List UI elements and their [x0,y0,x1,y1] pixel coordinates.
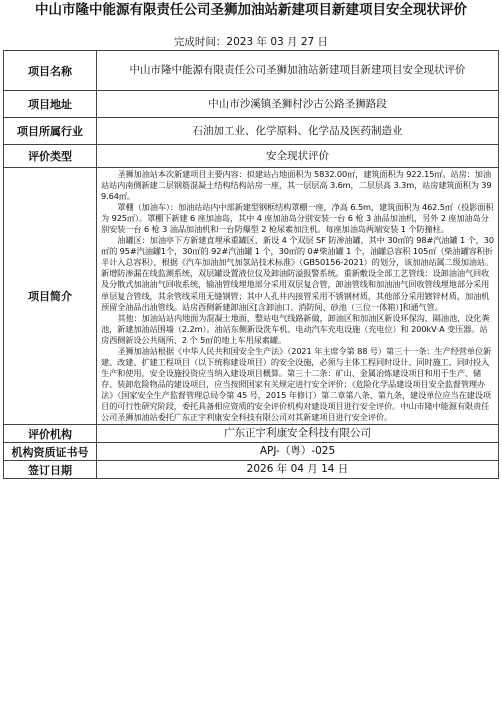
industry-label: 项目所属行业 [4,118,97,145]
intro-paragraph: 油罐区：加油亭下方新建直埋承重罐区，新设 4 个双层 SF 防渗油罐，其中 30㎡的 98#汽油罐 1 个，30㎡的 95#汽油罐1个，30㎡的 92#汽油罐 1 个，30㎡的 0#柴油罐 1 个，油罐总容积 105㎡（柴油罐容积折半计入总容积），根据《汽车加油加气加氢站技术标准》（GB50156-2021）的划分，该加油站属二级加油站。新增防渗漏在线监测系统，双层罐设置液位仪及卸油防溢报警系统。重新敷设全部工艺管线：设卸油油气回收及分散式加油油气回收系统，输油管线埋地部分采用双层复合管，卸油管线和加油油气回收管线埋地部分采用单层复合管线，其余管线采用无缝钢管；其中人孔井内接管采用不锈钢材质，其他部分采用镀锌材质，加油机预留全油品出油管线。站房西侧新建卸油区[含卸油口、消防间、砂池（三位一体箱）]和通气管。 [101,235,494,312]
sign-date-label: 签订日期 [4,461,97,479]
org-value: 广东正宇利康安全科技有限公司 [97,425,499,443]
intro-label: 项目简介 [4,168,97,425]
table-row [4,91,499,118]
date-label: 完成时间： [173,36,227,48]
cert-label: 机构资质证书号 [4,443,97,461]
project-name-label: 项目名称 [4,51,97,91]
intro-value [97,168,499,425]
intro-paragraph: 其他：加油站站内地面为混凝土地面，整站电气线路新做，卸油区和加油区新设环保沟、隔油池，设化粪池，新建加油站围墙（2.2m）。油站东侧新设洗车机、电动汽车充电设施（充电位）和 200kV·A 变压器。站房西侧新设公共厕所、2 个 5㎡的地上车用尿素罐。 [101,312,490,345]
page-title: 中山市隆中能源有限责任公司圣狮加油站新建项目新建项目安全现状评价 [35,2,467,18]
project-address-value: 中山市沙溪镇圣狮村沙古公路圣狮路段 [97,91,499,118]
table-row [4,425,499,443]
intro-paragraph: 罩棚（加油车）：加油站站内中部新建型钢框结构罩棚一座，净高 6.5m，建筑面积为 462.5㎡（投影面积为 925㎡）。罩棚下新建 6 座加油岛，其中 4 座加油岛分别安装一台 6 枪 3 油品加油机，另外 2 座加油岛分别安装一台 6 枪 3 油品加油机和一台防爆型 2 枪尿素加注机。每座加油岛两端安装 1 个防撞柱。 [101,202,494,235]
intro-paragraph: 圣狮加油站根据《中华人民共和国安全生产法》（2021 年主席令第 88 号）第三十一条：生产经营单位新建、改建、扩建工程项目（以下统称建设项目）的安全设施，必须与主体工程同时设计、同时施工、同时投入生产和使用，安全设施投资应当纳入建设项目概算。第三十二条：矿山、金属冶炼建设项目和用于生产、储存、装卸危险物品的建设项目，应当按照国家有关规定进行安全评价；《危险化学品建设项目安全监督管理办法》（国家安全生产监督管理总局令第 45 号，2015 年修订）第二章第八条、第九条，建设单位应当在建设项目的可行性研究阶段，委托具备相应资质的安全评价机构对建设项目进行安全评价。中山市隆中能源有限责任公司圣狮加油站委托广东正宇利康安全科技有限公司对其新建项目进行安全评价。 [101,345,492,423]
org-label: 评价机构 [4,425,97,443]
eval-type-label: 评价类型 [4,145,97,168]
table-row [4,168,499,425]
completion-date [3,36,499,50]
sign-date-value: 2026 年 04 月 14 日 [97,461,499,479]
eval-type-value: 安全现状评价 [97,145,499,168]
intro-paragraph: 圣狮加油站本次新建项目主要内容：拟建站占地面积为 5832.00㎡，建筑面积为 922.15㎡。站房：加油站站内南侧新建二层钢筋混凝土结构结构站房一座，其一层层高 3.6m，二层层高 3.3m，站房建筑面积为 399.64㎡。 [101,169,492,202]
project-address-label: 项目地址 [4,91,97,118]
table-row [4,443,499,461]
industry-value: 石油加工业、化学原料、化学品及医药制造业 [97,118,499,145]
date-value: 2023 年 03 月 27 日 [226,36,329,48]
table-row [4,461,499,479]
table-row [4,118,499,145]
info-table [3,50,499,479]
project-name-value: 中山市隆中能源有限责任公司圣狮加油站新建项目新建项目安全现状评价 [97,51,499,91]
cert-value: APJ-（粤）-025 [97,443,499,461]
table-row [4,51,499,91]
table-row [4,145,499,168]
